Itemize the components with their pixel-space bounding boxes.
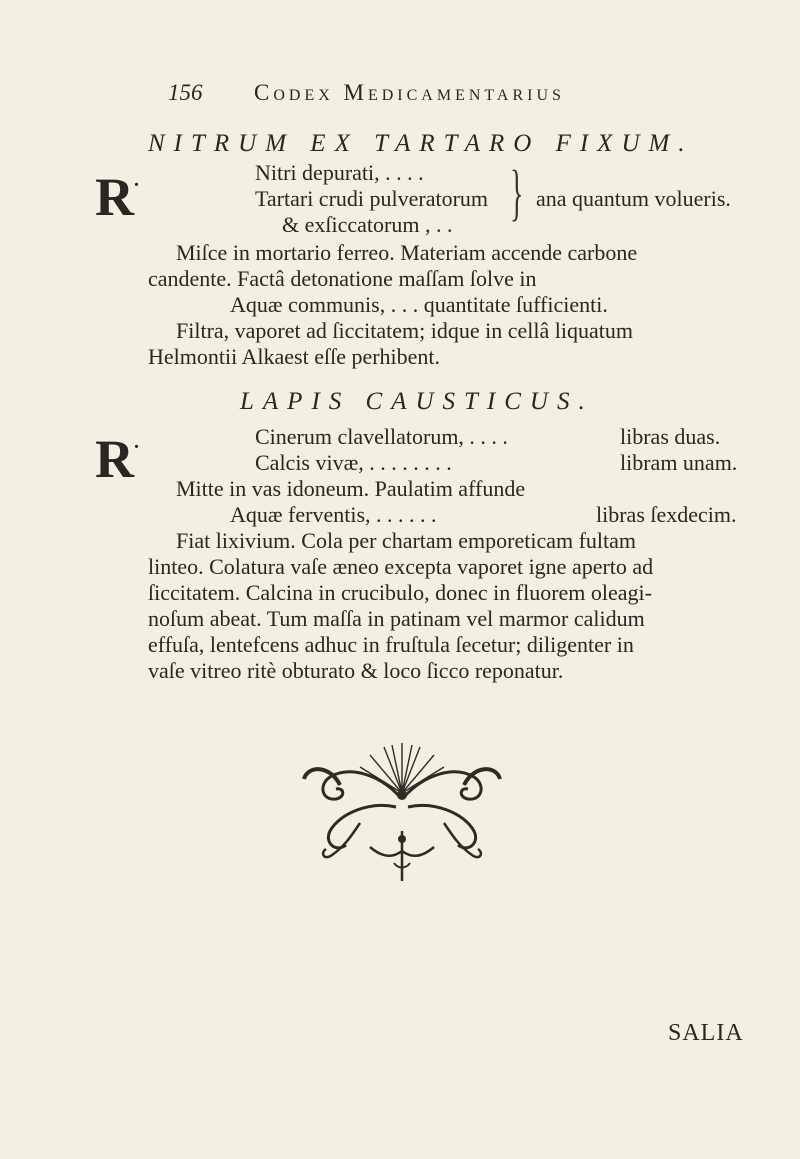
running-head (168, 80, 565, 106)
text-line: Miſce in mortario ferreo. Materiam accende carbone (176, 240, 638, 265)
text-line: Filtra, vaporet ad ſiccitatem; idque in cellâ liquatum (176, 318, 633, 343)
section-title-nitrum: NITRUM EX TARTARO FIXUM. (148, 130, 694, 157)
page-number: 156 (168, 80, 203, 105)
text-line: Helmontii Alkaest eſſe perhibent. (148, 344, 441, 369)
ingredient-line: Nitri depurati, . . . . (255, 160, 424, 185)
text-line: Aquæ communis, . . . quantitate ſufficienti. (230, 292, 608, 317)
ingredient-line: & exſiccatorum , . . (282, 212, 453, 237)
text-line: Mitte in vas idoneum. Paulatim affunde (176, 476, 526, 501)
ingredient-quantity: libram unam. (620, 450, 738, 475)
text-line: vaſe vitreo ritè obturato & loco ſicco reponatur. (148, 658, 564, 683)
ingredient-line: Calcis vivæ, . . . . . . . . (255, 450, 452, 475)
ingredient-quantity: libras duas. (620, 424, 721, 449)
ingredient-quantity: libras ſexdecim. (596, 502, 737, 527)
ingredient-line: Cinerum clavellatorum, . . . . (255, 424, 508, 449)
text-line: Fiat lixivium. Cola per chartam emporeticam fultam (176, 528, 637, 553)
recipe-symbol: R. (95, 167, 139, 227)
ornament-fleuron-icon (300, 735, 505, 885)
quantity-note: ana quantum volueris. (536, 186, 731, 211)
ingredient-line: Aquæ ferventis, . . . . . . (230, 502, 437, 527)
text-line: candente. Factâ detonatione maſſam ſolve in (148, 266, 537, 291)
recipe-symbol: R. (95, 429, 139, 489)
section-title-lapis: LAPIS CAUSTICUS. (240, 388, 594, 415)
ingredient-line: Tartari crudi pulveratorum (255, 186, 489, 211)
text-line: ſiccitatem. Calcina in crucibulo, donec in fluorem oleagi- (148, 580, 652, 605)
brace-symbol: } (510, 159, 524, 227)
text-line: noſum abeat. Tum maſſa in patinam vel marmor calidum (148, 606, 645, 631)
text-line: linteo. Colatura vaſe æneo excepta vaporet igne aperto ad (148, 554, 654, 579)
text-line: effuſa, lentefcens adhuc in fruſtula ſecetur; diligenter in (148, 632, 634, 657)
catchword: SALIA (668, 1020, 744, 1046)
running-title: Codex Medicamentarius (254, 80, 565, 105)
